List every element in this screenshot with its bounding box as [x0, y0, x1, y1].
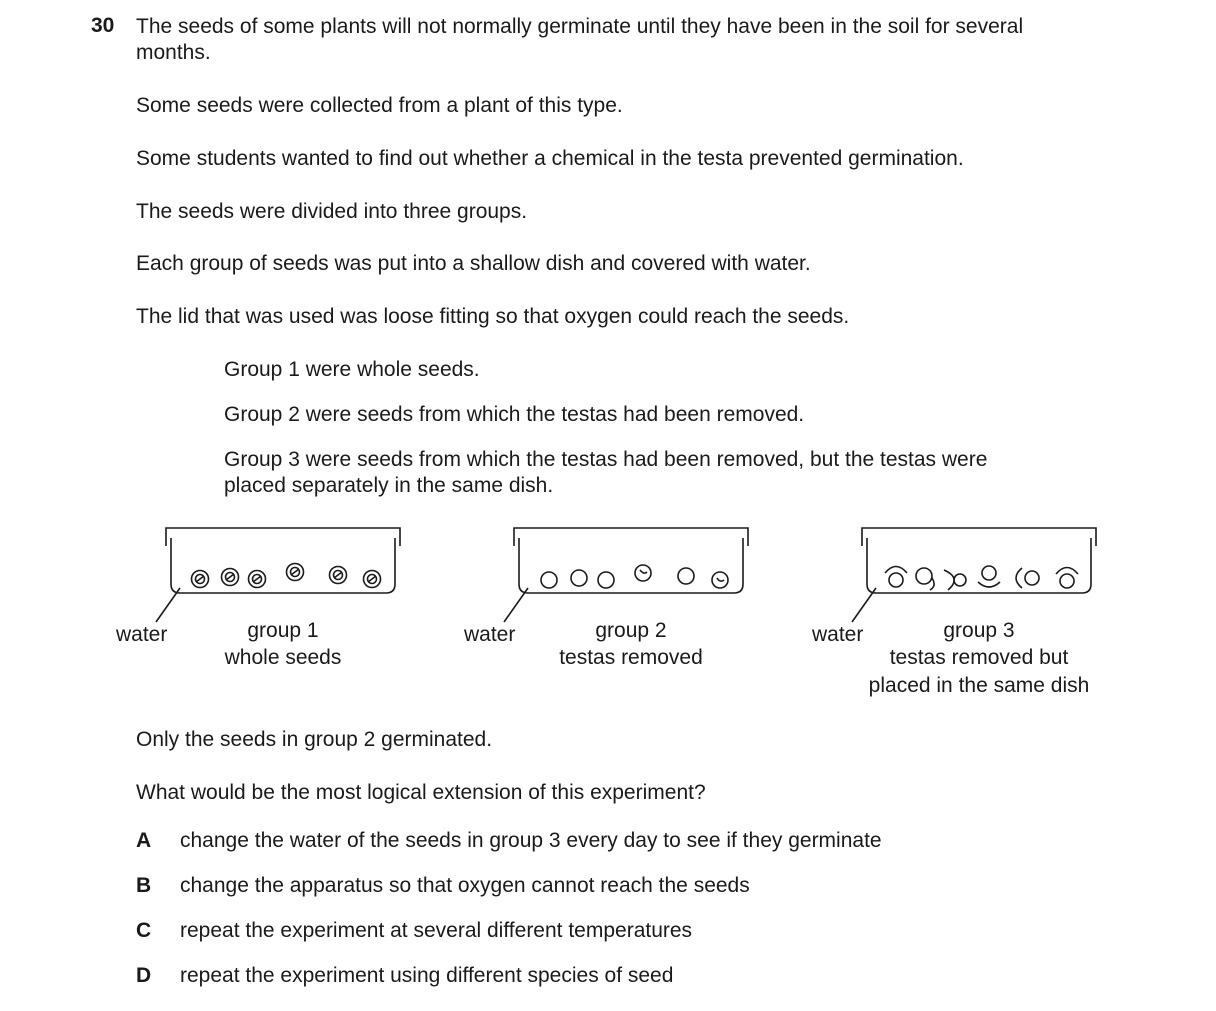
group-3-description-line-1: Group 3 were seeds from which the testas had been removed, but the testas were: [224, 448, 988, 471]
dish-2-water-leader: [504, 588, 528, 622]
dish-2-base: [519, 538, 743, 593]
paragraph-shallow-dish: Each group of seeds was put into a shallow dish and covered with water.: [136, 252, 811, 275]
group-1-description: Group 1 were whole seeds.: [224, 358, 480, 381]
option-text: change the water of the seeds in group 3 every day to see if they germinate: [180, 829, 882, 852]
dish-1-diagram: [150, 520, 410, 630]
dish-3-caption-line-1: testas removed but: [889, 646, 1069, 669]
dish-3-caption-line-2: placed in the same dish: [868, 674, 1090, 697]
paragraph-students-aim: Some students wanted to find out whether a chemical in the testa prevented germination.: [136, 147, 964, 170]
dish-2-diagram: [498, 520, 758, 630]
dish-1-lid: [166, 528, 400, 546]
option-text: repeat the experiment at several different temperatures: [180, 919, 693, 942]
group-3-description-line-2: placed separately in the same dish.: [224, 474, 554, 497]
paragraph-three-groups: The seeds were divided into three groups.: [136, 200, 528, 223]
dish-1-water-label: water: [116, 623, 168, 646]
dish-2-caption: testas removed: [559, 646, 703, 669]
dish-3-lid: [862, 528, 1096, 546]
option-text: repeat the experiment using different species of seed: [180, 964, 674, 987]
option-text: change the apparatus so that oxygen cannot reach the seeds: [180, 874, 750, 897]
dish-3-title: group 3: [943, 619, 1015, 642]
option-letter: C: [136, 919, 152, 942]
group-2-description: Group 2 were seeds from which the testas had been removed.: [224, 403, 805, 426]
question-number: 30: [91, 14, 115, 37]
dish-2-title: group 2: [595, 619, 667, 642]
option-letter: B: [136, 874, 152, 897]
whole-seeds: [192, 564, 381, 588]
result-statement: Only the seeds in group 2 germinated.: [136, 728, 493, 751]
testa-removed-seeds: [541, 565, 728, 588]
seeds-and-testas: [885, 566, 1078, 590]
dish-3-water-label: water: [812, 623, 864, 646]
dish-2-water-label: water: [464, 623, 516, 646]
dish-2-lid: [514, 528, 748, 546]
dish-3-diagram: [846, 520, 1106, 630]
dish-1-title: group 1: [247, 619, 319, 642]
dish-1-caption: whole seeds: [224, 646, 342, 669]
option-letter: A: [136, 829, 152, 852]
dish-1-water-leader: [156, 588, 180, 622]
intro-line-1: The seeds of some plants will not normally germinate until they have been in the soil for several: [136, 15, 1024, 38]
paragraph-lid: The lid that was used was loose fitting so that oxygen could reach the seeds.: [136, 305, 850, 328]
question-prompt: What would be the most logical extension of this experiment?: [136, 781, 706, 804]
paragraph-seeds-collected: Some seeds were collected from a plant of this type.: [136, 94, 623, 117]
intro-line-2: months.: [136, 41, 211, 64]
dish-3-water-leader: [852, 588, 876, 622]
option-letter: D: [136, 964, 152, 987]
dish-1-base: [171, 538, 395, 593]
